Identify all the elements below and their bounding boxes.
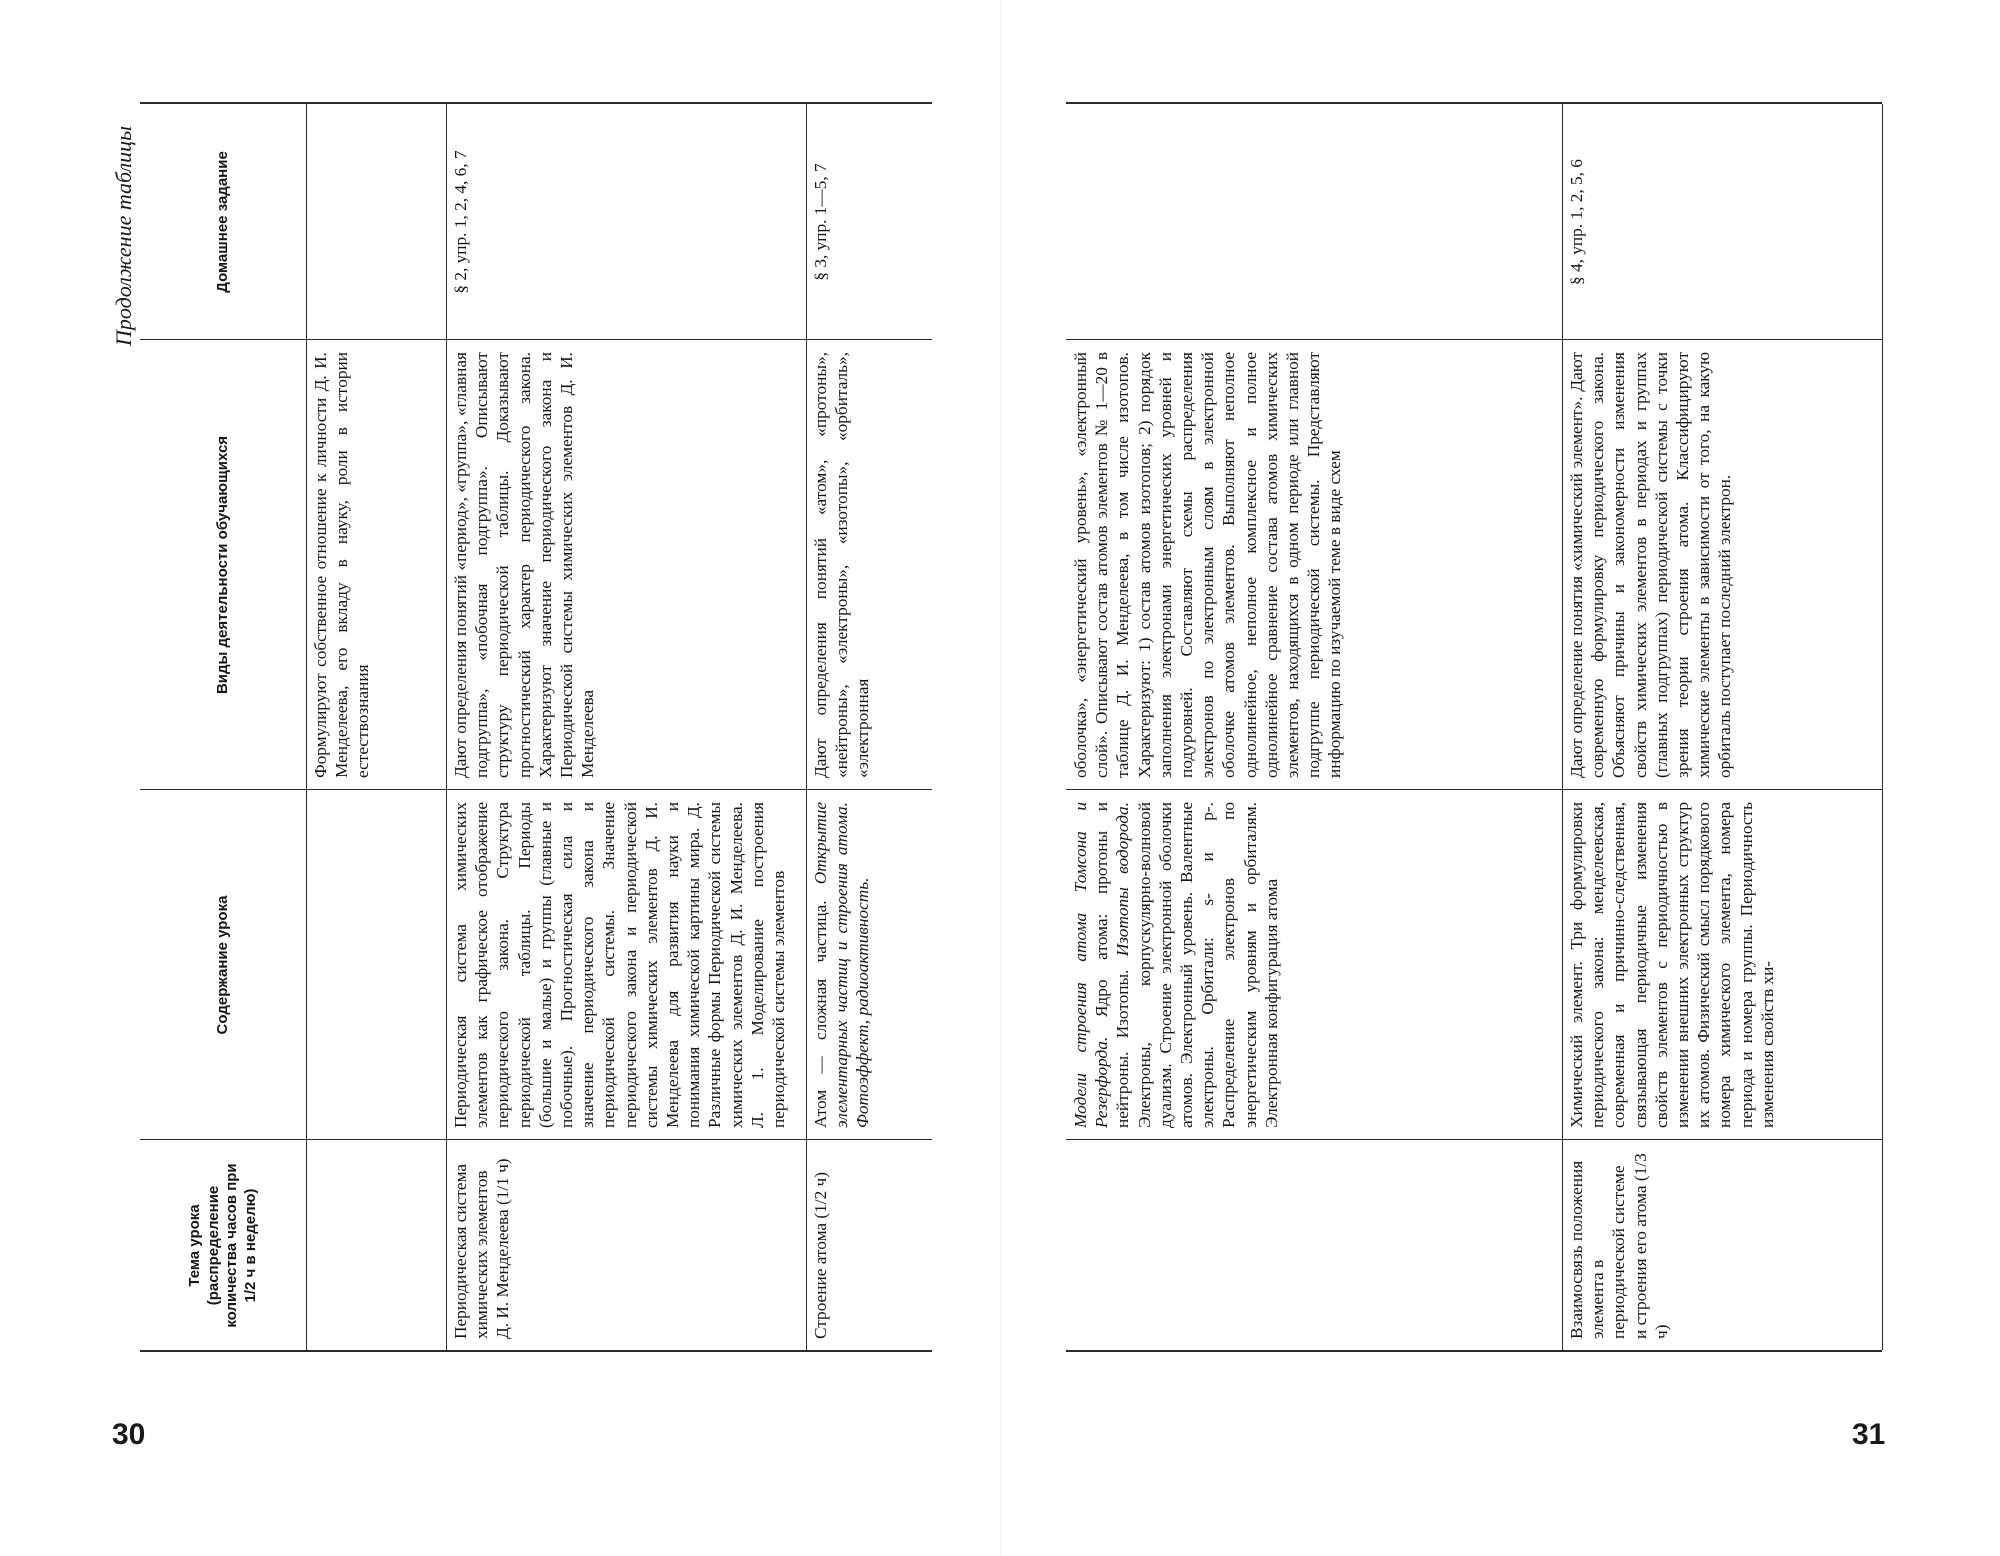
content-demo: Д. Различные формы Периодической системы химических элементов Д. И. Менделеева.: [684, 802, 746, 1128]
content-text: Атом — сложная частица.: [811, 884, 830, 1128]
table-right-page: [1066, 102, 1882, 1352]
header-theme: Тема урока (распределение количества часов при 1/2 ч в неделю): [186, 1163, 259, 1328]
page-number-right: 31: [1852, 1418, 1886, 1451]
cell-activities: Дают определения понятий «период», «группа», «главная подгруппа», «побочная подгруппа». Описывают структуру периодической таблицы. Доказывают прогностический характер периодического закона. Характеризуют значение периодического закона и Периодической системы химических элементов Д. И. Менделеева: [446, 340, 806, 790]
content-lab: Л. 1. Моделирование построения периодической системы элементов: [747, 802, 789, 1128]
cell-activities: оболочка», «энергетический уровень», «электронный слой». Описывают состав атомов элементов № 1—20 в таблице Д. И. Менделеева, в том числе изотопов. Характеризуют: 1) состав атомов изотопов; 2) порядок заполнения электронами энергетических уровней и подуровней. Составляют схемы распределения электронов по электронным слоям в электронной оболочке атомов элементов. Выполняют неполное однолинейное, неполное комплексное и полное однолинейное сравнение состава атомов химических элементов, находящихся в одном периоде или главной подгруппе периодической системы. Представляют информацию по изучаемой теме в виде схем: [1066, 340, 1562, 790]
content-text: Ядро атома: протоны и нейтроны. Изотопы.: [1092, 802, 1133, 1128]
content-text: Периодическая система химических элементов как графическое отображение периодического закона. Структура периодической таблицы. Периоды (большие и малые) и группы (главные и побочные). Прогностическая сила и значение периодического закона и периодической системы. Значение периодического закона и периодической системы химических элементов Д. И. Менделеева для развития науки и понимания химической картины мира.: [451, 802, 704, 1128]
content-text: Электроны, корпускулярно-волновой дуализм. Строение электронной оболочки атомов. Электронный уровень. Валентные электроны. Орбитали: s- и p-. Распределение электронов по энергетическим уровням и орбиталям. Электронная конфигурация атома: [1134, 802, 1281, 1128]
header-homework: Домашнее задание: [140, 104, 306, 340]
cell-homework: [306, 104, 446, 340]
running-head: Продолжение таблицы: [111, 125, 136, 347]
cell-homework: § 4, упр. 1, 2, 5, 6: [1562, 104, 1882, 340]
cell-homework: [1066, 104, 1562, 340]
cell-activities: Дают определения понятий «атом», «протоны», «нейтроны», «электроны», «изотопы», «орбиталь», «электронная: [806, 340, 932, 790]
cell-homework: § 3, упр. 1—5, 7: [806, 104, 932, 340]
cell-activities: Дают определение понятия «химический элемент». Дают современную формулировку периодического закона. Объясняют причины и закономерности изменения свойств химических элементов в периодах и группах (главных подгруппах) периодической системы с точки зрения теории строения атома. Классифицируют химические элементы в зависимости от того, на какую орбиталь поступает последний электрон.: [1562, 340, 1882, 790]
cell-theme: [1066, 1140, 1562, 1350]
cell-homework: § 2, упр. 1, 2, 4, 6, 7: [446, 104, 806, 340]
content-italic: Изотопы водорода.: [1113, 802, 1133, 957]
cell-theme: Взаимосвязь положения элемента в периодической системе и строения его атома (1/3 ч): [1567, 1153, 1671, 1339]
table-row: [1562, 104, 1883, 1350]
content-italic: Модели строения атома Томсона и Резерфорда.: [1071, 802, 1112, 1128]
cell-theme: [306, 1140, 446, 1350]
cell-theme: Строение атома (1/2 ч): [811, 1172, 830, 1339]
cell-content: Химический элемент. Три формулировки периодического закона: менделеевская, современная и причинно-следственная, связывающая периодичные изменения свойств элементов с периодичностью в изменении внешних электронных структур их атомов. Физический смысл порядкового номера химического элемента, номера периода и номера группы. Периодичность изменения свойств хи-: [1562, 790, 1882, 1140]
content-italic: Открытие элементарных частиц и строения атома. Фотоэффект, радиоактивность.: [811, 802, 873, 1128]
cell-theme: Периодическая система химических элементов Д. И. Менделеева (1/1 ч): [451, 1158, 513, 1339]
page-number-left: 30: [112, 1418, 146, 1451]
cell-activities: Формулируют собственное отношение к личности Д. И. Менделеева, его вкладу в науку, роли в истории естествознания: [306, 340, 446, 790]
header-activities: Виды деятельности обучающихся: [140, 340, 306, 790]
header-content: Содержание урока: [140, 790, 306, 1140]
